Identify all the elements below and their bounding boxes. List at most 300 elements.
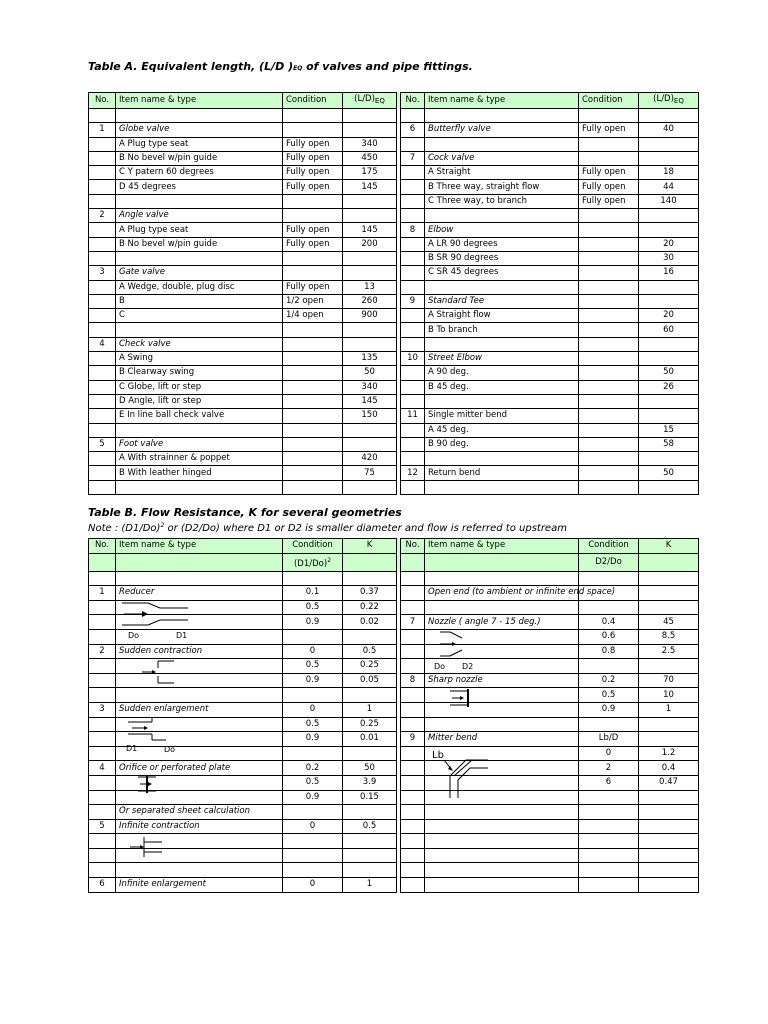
value-cell-right	[639, 600, 699, 615]
table-row	[89, 166, 699, 180]
header-ld-sub: EQ	[673, 97, 684, 105]
item-cell: Orifice or perforated plate	[116, 761, 283, 776]
no-cell	[89, 659, 116, 674]
table-row	[89, 644, 699, 659]
header-k-right: K	[639, 539, 699, 554]
no-cell-right: 7	[401, 151, 425, 165]
header-condition-ratio	[283, 553, 343, 571]
header-ld-right	[639, 93, 699, 109]
header-blank	[401, 553, 425, 571]
header-item-right: Item name & type	[425, 539, 579, 554]
table-row	[89, 309, 699, 323]
condition-cell-right	[579, 223, 639, 237]
value-cell-right: 20	[639, 309, 699, 323]
no-cell-right	[401, 863, 425, 878]
no-cell	[89, 323, 116, 337]
item-cell: A Wedge, double, plug disc	[116, 280, 283, 294]
no-cell	[89, 223, 116, 237]
value-cell: 900	[343, 309, 397, 323]
item-cell: B No bevel w/pin guide	[116, 237, 283, 251]
header-item: Item name & type	[116, 93, 283, 109]
value-cell	[343, 266, 397, 280]
value-cell-right	[639, 480, 699, 494]
condition-cell	[283, 629, 343, 644]
no-cell	[89, 571, 116, 586]
no-cell-right: 7	[401, 615, 425, 630]
table-row	[89, 819, 699, 834]
no-cell	[89, 790, 116, 805]
condition-cell-right: Fully open	[579, 123, 639, 137]
condition-cell	[283, 863, 343, 878]
header-blank	[425, 553, 579, 571]
header-item-right: Item name & type	[425, 93, 579, 109]
value-cell-right: 60	[639, 323, 699, 337]
condition-cell-right	[579, 834, 639, 849]
header-blank	[639, 553, 699, 571]
no-cell-right	[401, 423, 425, 437]
header-no-right: No.	[401, 539, 425, 554]
note-part-a: Note : (D1/Do)	[88, 523, 161, 534]
condition-cell-right	[579, 337, 639, 351]
table-row	[89, 251, 699, 265]
no-cell-right: 8	[401, 673, 425, 688]
condition-cell	[283, 323, 343, 337]
item-cell-right: B To branch	[425, 323, 579, 337]
no-cell: 4	[89, 761, 116, 776]
condition-cell: Fully open	[283, 223, 343, 237]
value-cell-right	[639, 878, 699, 893]
item-cell-right	[425, 878, 579, 893]
value-cell	[343, 480, 397, 494]
item-cell: C Y patern 60 degrees	[116, 166, 283, 180]
value-cell: 450	[343, 151, 397, 165]
value-cell	[343, 571, 397, 586]
item-cell-right: B 90 deg.	[425, 437, 579, 451]
value-cell: 50	[343, 761, 397, 776]
condition-cell-right	[579, 848, 639, 863]
condition-cell: 0.5	[283, 659, 343, 674]
condition-cell	[283, 352, 343, 366]
item-cell-right	[425, 209, 579, 223]
value-cell	[343, 437, 397, 451]
condition-cell	[283, 123, 343, 137]
value-cell: 420	[343, 452, 397, 466]
condition-cell-right: 0.5	[579, 688, 639, 703]
value-cell-right: 50	[639, 366, 699, 380]
no-cell-right	[401, 394, 425, 408]
header-condition-right: Condition	[579, 93, 639, 109]
no-cell	[89, 732, 116, 747]
table-row	[89, 761, 699, 776]
item-cell: A With strainner & poppet	[116, 452, 283, 466]
item-cell: A Plug type seat	[116, 223, 283, 237]
condition-cell: 0	[283, 702, 343, 717]
item-cell	[116, 109, 283, 123]
condition-cell-right: 0.9	[579, 702, 639, 717]
header-condition-right: Condition	[579, 539, 639, 554]
no-cell-right: 6	[401, 123, 425, 137]
item-cell: Foot valve	[116, 437, 283, 451]
value-cell-right: 16	[639, 266, 699, 280]
value-cell: 0.5	[343, 819, 397, 834]
no-cell	[89, 366, 116, 380]
item-cell-right: Cock valve	[425, 151, 579, 165]
condition-cell-right	[579, 323, 639, 337]
value-cell: 75	[343, 466, 397, 480]
value-cell-right	[639, 109, 699, 123]
table-row	[89, 659, 699, 674]
header-ld-text: (L/D)	[354, 94, 375, 104]
item-cell: C	[116, 309, 283, 323]
no-cell	[89, 834, 116, 849]
header-ld	[343, 93, 397, 109]
item-cell-right	[425, 452, 579, 466]
value-cell-right	[639, 659, 699, 674]
condition-cell-right	[579, 380, 639, 394]
value-cell-right: 140	[639, 194, 699, 208]
condition-cell	[283, 209, 343, 223]
item-cell: Gate valve	[116, 266, 283, 280]
item-cell-right	[425, 848, 579, 863]
item-cell	[116, 251, 283, 265]
table-row	[89, 109, 699, 123]
table-row	[89, 673, 699, 688]
condition-cell: 0	[283, 819, 343, 834]
no-cell-right	[401, 309, 425, 323]
no-cell: 3	[89, 702, 116, 717]
item-cell: D 45 degrees	[116, 180, 283, 194]
condition-cell	[283, 109, 343, 123]
item-cell-right	[425, 717, 579, 732]
table-row	[89, 805, 699, 820]
item-cell: Globe valve	[116, 123, 283, 137]
no-cell	[89, 746, 116, 761]
item-cell-right	[425, 109, 579, 123]
value-cell: 0.22	[343, 600, 397, 615]
item-cell: Infinite enlargement	[116, 878, 283, 893]
item-cell: B No bevel w/pin guide	[116, 151, 283, 165]
item-cell-right	[425, 600, 579, 615]
item-cell-right: Return bend	[425, 466, 579, 480]
no-cell	[89, 673, 116, 688]
no-cell-right	[401, 380, 425, 394]
value-cell: 0.25	[343, 659, 397, 674]
value-cell-right	[639, 394, 699, 408]
no-cell-right	[401, 251, 425, 265]
value-cell: 13	[343, 280, 397, 294]
value-cell	[343, 123, 397, 137]
item-cell-right: Standard Tee	[425, 294, 579, 308]
table-row	[89, 151, 699, 165]
condition-cell: Fully open	[283, 237, 343, 251]
value-cell	[343, 323, 397, 337]
no-cell-right	[401, 761, 425, 776]
condition-cell-right	[579, 251, 639, 265]
no-cell	[89, 480, 116, 494]
value-cell-right	[639, 790, 699, 805]
table-b-note	[88, 522, 567, 534]
no-cell-right	[401, 266, 425, 280]
value-cell-right: 15	[639, 423, 699, 437]
condition-cell: 0.2	[283, 761, 343, 776]
condition-cell-right	[579, 717, 639, 732]
no-cell-right	[401, 209, 425, 223]
label-d1: D1	[176, 631, 188, 640]
value-cell	[343, 688, 397, 703]
value-cell-right: 10	[639, 688, 699, 703]
value-cell-right	[639, 294, 699, 308]
condition-cell-right: Lb/D	[579, 732, 639, 747]
header-ld-text: (L/D)	[653, 94, 674, 104]
table-a-title-end: of valves and pipe fittings.	[302, 60, 473, 73]
table-row	[89, 137, 699, 151]
ratio-superscript: 2	[327, 556, 332, 564]
header-item: Item name & type	[116, 539, 283, 554]
item-cell-right: A LR 90 degrees	[425, 237, 579, 251]
condition-cell-right: 6	[579, 775, 639, 790]
condition-cell: 0	[283, 878, 343, 893]
header-no: No.	[89, 539, 116, 554]
value-cell-right	[639, 409, 699, 423]
table-a-title-sub: EQ	[293, 65, 303, 72]
table-row	[89, 323, 699, 337]
condition-cell	[283, 480, 343, 494]
item-cell-right	[425, 834, 579, 849]
value-cell: 1	[343, 878, 397, 893]
item-cell-right: B SR 90 degrees	[425, 251, 579, 265]
item-cell-right: Nozzle ( angle 7 - 15 deg.)	[425, 615, 579, 630]
item-cell-right: B Three way, straight flow	[425, 180, 579, 194]
label-do: Do	[128, 631, 140, 640]
infinite-contraction-diagram	[128, 835, 168, 861]
table-row	[89, 586, 699, 601]
value-cell: 175	[343, 166, 397, 180]
table-row	[89, 688, 699, 703]
condition-cell	[283, 394, 343, 408]
condition-cell-right	[579, 280, 639, 294]
item-cell: D Angle, lift or step	[116, 394, 283, 408]
value-cell: 260	[343, 294, 397, 308]
value-cell	[343, 834, 397, 849]
no-cell	[89, 380, 116, 394]
condition-cell	[283, 380, 343, 394]
label-lb: Lb	[432, 750, 444, 761]
value-cell-right	[639, 337, 699, 351]
no-cell-right: 9	[401, 294, 425, 308]
value-cell: 0.25	[343, 717, 397, 732]
condition-cell: Fully open	[283, 166, 343, 180]
value-cell-right	[639, 732, 699, 747]
item-cell: Sudden enlargement	[116, 702, 283, 717]
no-cell	[89, 294, 116, 308]
value-cell-right	[639, 848, 699, 863]
value-cell	[343, 337, 397, 351]
table-row	[89, 480, 699, 494]
table-row	[89, 702, 699, 717]
condition-cell: 0.9	[283, 615, 343, 630]
no-cell	[89, 280, 116, 294]
value-cell-right	[639, 280, 699, 294]
mitter-bend-diagram	[430, 746, 500, 802]
value-cell	[343, 423, 397, 437]
table-row	[89, 266, 699, 280]
item-cell: E In line ball check valve	[116, 409, 283, 423]
condition-cell	[283, 437, 343, 451]
header-condition: Condition	[283, 539, 343, 554]
item-cell-right	[425, 137, 579, 151]
table-row	[89, 237, 699, 251]
value-cell-right: 50	[639, 466, 699, 480]
value-cell	[343, 194, 397, 208]
condition-cell: 0.9	[283, 673, 343, 688]
item-cell-right: Sharp nozzle	[425, 673, 579, 688]
condition-cell-right	[579, 137, 639, 151]
sudden-contraction-diagram	[138, 658, 178, 688]
no-cell-right	[401, 180, 425, 194]
condition-cell-right	[579, 109, 639, 123]
item-cell-right: A Straight flow	[425, 309, 579, 323]
table-row	[89, 194, 699, 208]
item-cell-right	[425, 863, 579, 878]
value-cell-right	[639, 223, 699, 237]
no-cell	[89, 137, 116, 151]
item-cell: Or separated sheet calculation	[116, 805, 283, 820]
no-cell-right	[401, 834, 425, 849]
no-cell-right	[401, 109, 425, 123]
table-row	[89, 466, 699, 480]
value-cell-right: 18	[639, 166, 699, 180]
value-cell	[343, 209, 397, 223]
no-cell	[89, 848, 116, 863]
condition-cell	[283, 366, 343, 380]
table-row	[89, 452, 699, 466]
label-d1: D1	[126, 744, 138, 753]
value-cell	[343, 251, 397, 265]
condition-cell: Fully open	[283, 151, 343, 165]
condition-cell-right	[579, 863, 639, 878]
no-cell-right: 11	[401, 409, 425, 423]
item-cell	[116, 323, 283, 337]
no-cell-right	[401, 452, 425, 466]
no-cell-right	[401, 480, 425, 494]
table-b-header-row-2	[89, 553, 699, 571]
value-cell	[343, 629, 397, 644]
value-cell: 0.05	[343, 673, 397, 688]
note-part-b: or (D2/Do) where D1 or D2 is smaller diameter and flow is referred to upstream	[164, 523, 567, 534]
value-cell: 0.01	[343, 732, 397, 747]
no-cell-right: 10	[401, 352, 425, 366]
condition-cell-right	[579, 600, 639, 615]
item-cell: A Plug type seat	[116, 137, 283, 151]
condition-cell-right	[579, 819, 639, 834]
value-cell-right: 1.2	[639, 746, 699, 761]
table-a-title-main: Table A. Equivalent length, (L/D )	[88, 60, 294, 73]
condition-cell: Fully open	[283, 137, 343, 151]
no-cell: 5	[89, 437, 116, 451]
no-cell-right	[401, 629, 425, 644]
no-cell	[89, 166, 116, 180]
condition-cell-right	[579, 466, 639, 480]
no-cell-right	[401, 194, 425, 208]
no-cell: 2	[89, 209, 116, 223]
condition-cell	[283, 848, 343, 863]
no-cell: 1	[89, 123, 116, 137]
no-cell-right	[401, 600, 425, 615]
header-blank	[343, 553, 397, 571]
no-cell	[89, 352, 116, 366]
item-cell: B Clearway swing	[116, 366, 283, 380]
table-row	[89, 337, 699, 351]
note-superscript: 2	[160, 522, 165, 529]
condition-cell	[283, 266, 343, 280]
value-cell: 0.02	[343, 615, 397, 630]
condition-cell-right	[579, 294, 639, 308]
condition-cell-right	[579, 571, 639, 586]
value-cell-right: 45	[639, 615, 699, 630]
no-cell: 1	[89, 586, 116, 601]
condition-cell: 0.9	[283, 790, 343, 805]
condition-cell-right	[579, 309, 639, 323]
condition-cell: 1/2 open	[283, 294, 343, 308]
condition-cell-right	[579, 409, 639, 423]
table-row	[89, 437, 699, 451]
item-cell-right: A 90 deg.	[425, 366, 579, 380]
condition-cell	[283, 409, 343, 423]
value-cell-right: 20	[639, 237, 699, 251]
value-cell-right: 0.47	[639, 775, 699, 790]
condition-cell	[283, 466, 343, 480]
condition-cell-right: 0	[579, 746, 639, 761]
item-cell-right: A 45 deg.	[425, 423, 579, 437]
item-cell-right: Street Elbow	[425, 352, 579, 366]
condition-cell-right	[579, 237, 639, 251]
item-cell-right: B 45 deg.	[425, 380, 579, 394]
condition-cell-right	[579, 366, 639, 380]
label-do: Do	[164, 745, 176, 754]
no-cell	[89, 615, 116, 630]
header-blank	[116, 553, 283, 571]
table-row	[89, 380, 699, 394]
condition-cell	[283, 746, 343, 761]
no-cell-right	[401, 137, 425, 151]
no-cell	[89, 688, 116, 703]
no-cell-right	[401, 775, 425, 790]
condition-cell-right: Fully open	[579, 180, 639, 194]
condition-cell-right	[579, 423, 639, 437]
condition-cell-right	[579, 452, 639, 466]
condition-cell-right: 2	[579, 761, 639, 776]
no-cell	[89, 775, 116, 790]
table-row	[89, 280, 699, 294]
header-no: No.	[89, 93, 116, 109]
value-cell-right: 2.5	[639, 644, 699, 659]
condition-cell	[283, 423, 343, 437]
no-cell	[89, 194, 116, 208]
no-cell	[89, 423, 116, 437]
condition-cell-right	[579, 266, 639, 280]
value-cell: 145	[343, 223, 397, 237]
item-cell	[116, 688, 283, 703]
value-cell-right	[639, 863, 699, 878]
value-cell-right	[639, 151, 699, 165]
condition-cell-right: 0.2	[579, 673, 639, 688]
value-cell-right: 70	[639, 673, 699, 688]
value-cell-right: 40	[639, 123, 699, 137]
no-cell-right	[401, 337, 425, 351]
condition-cell	[283, 571, 343, 586]
no-cell	[89, 180, 116, 194]
sharp-nozzle-diagram	[448, 688, 478, 710]
